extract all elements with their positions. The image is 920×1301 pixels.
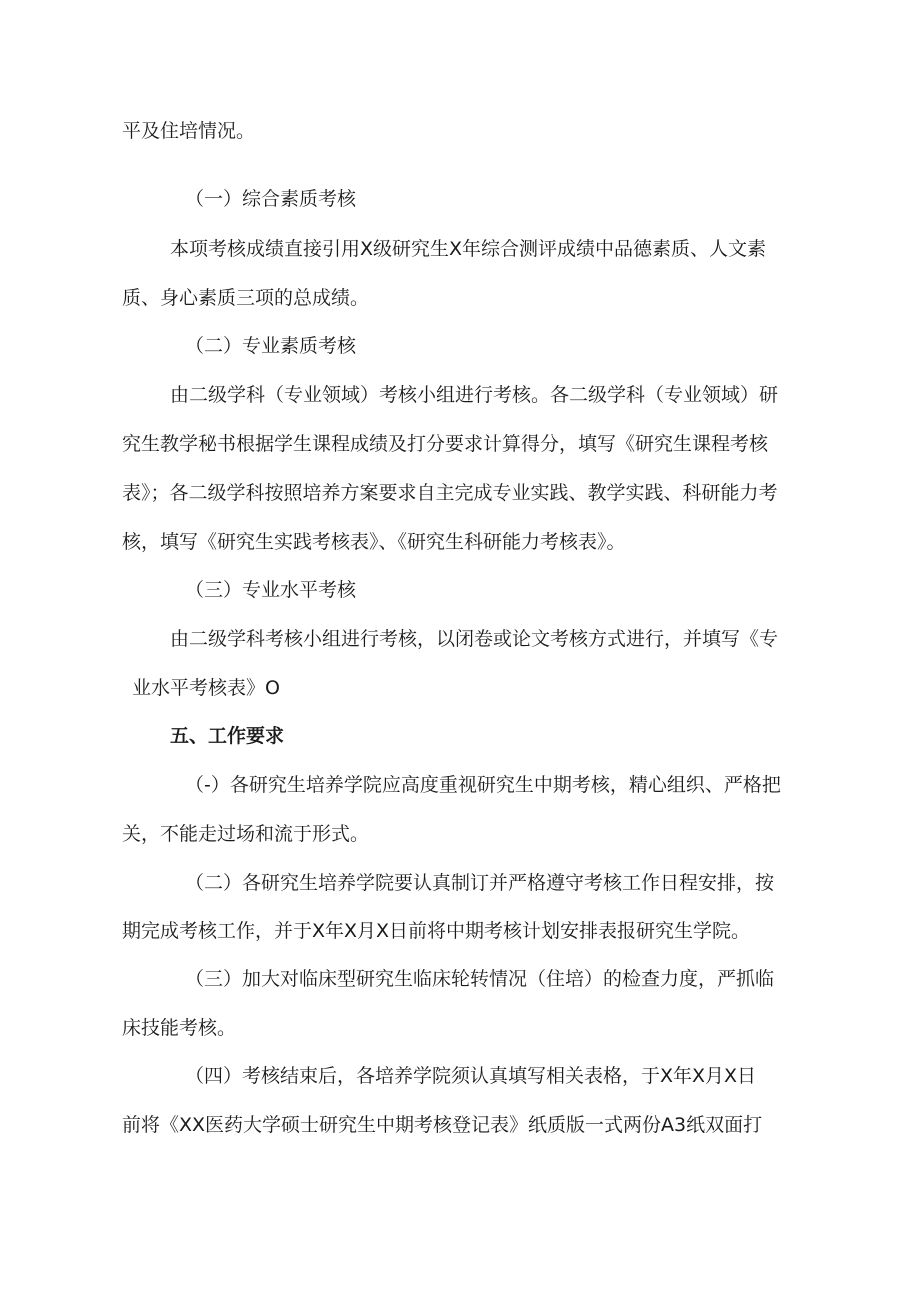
paragraph-line: （三）加大对临床型研究生临床轮转情况（住培）的检查力度，严抓临 <box>185 968 775 990</box>
paragraph-line: 究生教学秘书根据学生课程成绩及打分要求计算得分，填写《研究生课程考核 <box>122 433 769 455</box>
section-subheading: （三）专业水平考核 <box>185 579 357 601</box>
paragraph-line: 表》；各二级学科按照培养方案要求自主完成专业实践、教学实践、科研能力考 <box>122 482 778 504</box>
paragraph-line: 床技能考核。 <box>122 1017 237 1039</box>
section-subheading: （一）综合素质考核 <box>185 188 357 210</box>
paragraph-line: （四）考核结束后，各培养学院须认真填写相关表格，于X年X月X日 <box>185 1065 757 1087</box>
paragraph-line: 关，不能走过场和流于形式。 <box>122 823 370 845</box>
paragraph-line: 由二级学科（专业领域）考核小组进行考核。各二级学科（专业领域）研 <box>170 384 779 406</box>
paragraph-line: 由二级学科考核小组进行考核，以闭卷或论文考核方式进行，并填写《专 <box>170 628 779 650</box>
paragraph-line: （二）各研究生培养学院要认真制订并严格遵守考核工作日程安排，按 <box>185 872 775 894</box>
section-subheading: （二）专业素质考核 <box>185 335 357 357</box>
paragraph-line: （-）各研究生培养学院应高度重视研究生中期考核，精心组织、严格把 <box>185 774 781 796</box>
paragraph-line: 期完成考核工作，并于X年X月X日前将中期考核计划安排表报研究生学院。 <box>122 920 751 942</box>
paragraph-line: 平及住培情况。 <box>122 120 256 142</box>
paragraph-line: 质、身心素质三项的总成绩。 <box>122 287 370 309</box>
paragraph-line: 业水平考核表》O <box>132 677 280 699</box>
paragraph-line: 前将《XX医药大学硕士研究生中期考核登记表》纸质版一式两份A3纸双面打 <box>122 1114 763 1136</box>
paragraph-line: 核，填写《研究生实践考核表》、《研究生科研能力考核表》。 <box>122 531 626 553</box>
section-heading: 五、工作要求 <box>170 725 285 747</box>
paragraph-line: 本项考核成绩直接引用X级研究生X年综合测评成绩中品德素质、人文素 <box>170 238 767 260</box>
